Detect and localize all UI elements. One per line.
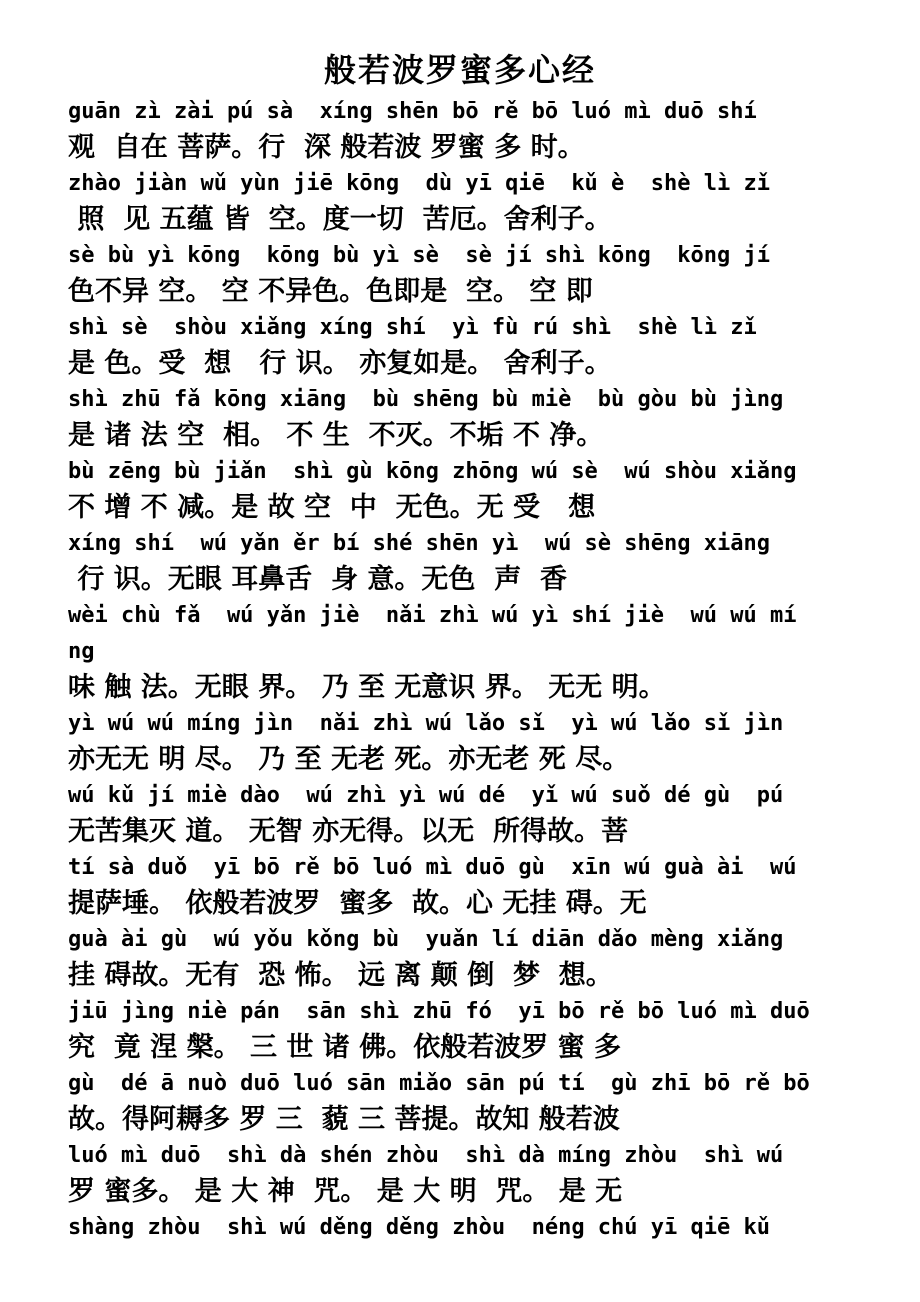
hanzi-line: 味 触 法。无眼 界。 乃 至 无意识 界。 无无 明。 (68, 672, 666, 703)
pinyin-line: guān zì zài pú sà xíng shēn bō rě bō luó mì duō shí (68, 99, 757, 124)
text-body (68, 94, 868, 1246)
hanzi-line: 照 见 五蕴 皆 空。度一切 苦厄。舍利子。 (68, 204, 612, 235)
pinyin-line: shì sè shòu xiǎng xíng shí yì fù rú shì shè lì zǐ (68, 315, 757, 340)
hanzi-line: 无苦集灭 道。 无智 亦无得。以无 所得故。菩 (68, 816, 628, 847)
hanzi-line: 罗 蜜多。 是 大 神 咒。 是 大 明 咒。 是 无 (68, 1176, 623, 1207)
pinyin-line: bù zēng bù jiǎn shì gù kōng zhōng wú sè wú shòu xiǎng (68, 459, 797, 484)
pinyin-line: ng (68, 639, 95, 664)
pinyin-line: zhào jiàn wǔ yùn jiē kōng dù yī qiē kǔ è shè lì zǐ (68, 171, 770, 196)
pinyin-line: sè bù yì kōng kōng bù yì sè sè jí shì kōng kōng jí (68, 243, 770, 268)
hanzi-line: 挂 碍故。无有 恐 怖。 远 离 颠 倒 梦 想。 (68, 960, 613, 991)
hanzi-line: 是 色。受 想 行 识。 亦复如是。 舍利子。 (68, 348, 612, 379)
hanzi-line: 色不异 空。 空 不异色。色即是 空。 空 即 (68, 276, 593, 307)
pinyin-line: tí sà duǒ yī bō rě bō luó mì duō gù xīn wú guà ài wú (68, 855, 797, 880)
hanzi-line: 观 自在 菩萨。行 深 般若波 罗蜜 多 时。 (68, 132, 585, 163)
hanzi-line: 究 竟 涅 槃。 三 世 诸 佛。依般若波罗 蜜 多 (68, 1032, 621, 1063)
hanzi-line: 行 识。无眼 耳鼻舌 身 意。无色 声 香 (68, 564, 567, 595)
hanzi-line: 亦无无 明 尽。 乃 至 无老 死。亦无老 死 尽。 (68, 744, 630, 775)
hanzi-line: 不 增 不 减。是 故 空 中 无色。无 受 想 (68, 492, 596, 523)
pinyin-line: luó mì duō shì dà shén zhòu shì dà míng zhòu shì wú (68, 1143, 784, 1168)
pinyin-line: shàng zhòu shì wú děng děng zhòu néng chú yī qiē kǔ (68, 1215, 770, 1240)
pinyin-line: gù dé ā nuò duō luó sān miǎo sān pú tí gù zhī bō rě bō (68, 1071, 810, 1096)
hanzi-line: 提萨埵。 依般若波罗 蜜多 故。心 无挂 碍。无 (68, 888, 647, 919)
pinyin-line: wú kǔ jí miè dào wú zhì yì wú dé yǐ wú suǒ dé gù pú (68, 783, 784, 808)
pinyin-line: shì zhū fǎ kōng xiāng bù shēng bù miè bù gòu bù jìng (68, 387, 784, 412)
document-title: 般若波罗蜜多心经 (323, 51, 596, 89)
pinyin-line: wèi chù fǎ wú yǎn jiè nǎi zhì wú yì shí jiè wú wú mí (68, 603, 797, 628)
pinyin-line: jiū jìng niè pán sān shì zhū fó yī bō rě bō luó mì duō (68, 999, 810, 1024)
pinyin-line: guà ài gù wú yǒu kǒng bù yuǎn lí diān dǎo mèng xiǎng (68, 927, 784, 952)
pinyin-line: yì wú wú míng jìn nǎi zhì wú lǎo sǐ yì wú lǎo sǐ jìn (68, 711, 784, 736)
pinyin-line: xíng shí wú yǎn ěr bí shé shēn yì wú sè shēng xiāng (68, 531, 770, 556)
hanzi-line: 是 诸 法 空 相。 不 生 不灭。不垢 不 净。 (68, 420, 604, 451)
hanzi-line: 故。得阿耨多 罗 三 藐 三 菩提。故知 般若波 (68, 1104, 620, 1135)
